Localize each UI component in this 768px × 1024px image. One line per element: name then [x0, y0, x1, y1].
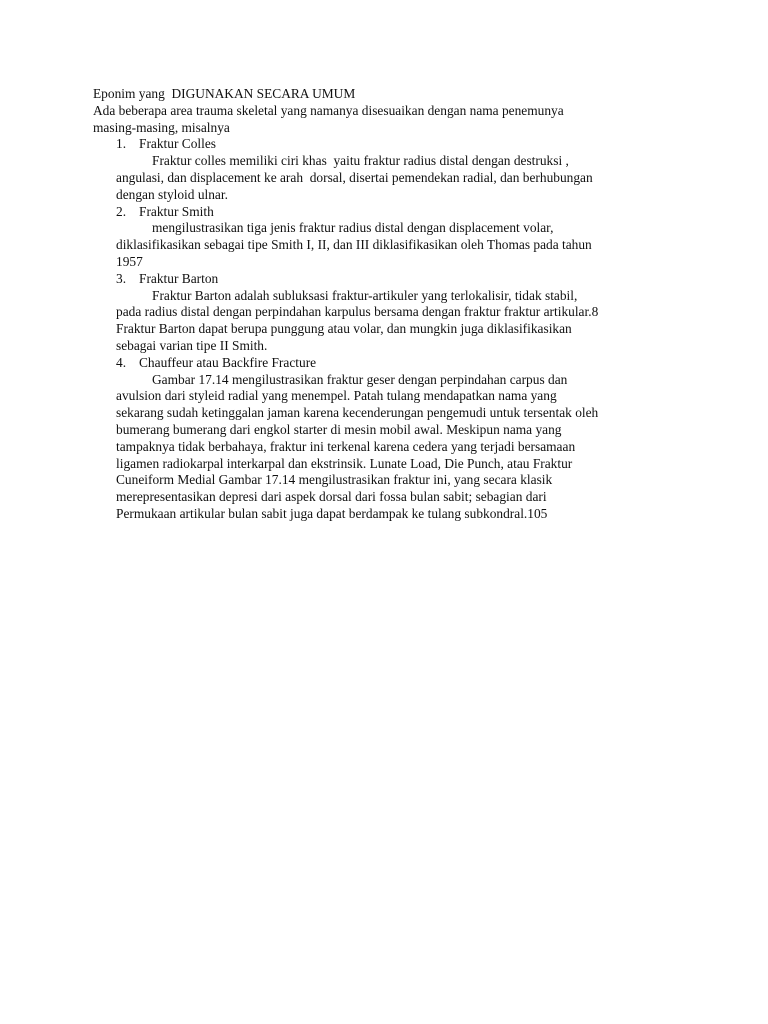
paragraph-line: dengan styloid ulnar.	[116, 186, 228, 202]
item-body	[93, 220, 693, 270]
item-heading-text: Chauffeur atau Backfire Fracture	[139, 354, 317, 370]
item-body	[93, 372, 693, 523]
item-body	[93, 288, 693, 355]
item-heading-text: Fraktur Smith	[139, 203, 214, 219]
paragraph-line: diklasifikasikan sebagai tipe Smith I, II, dan III diklasifikasikan oleh Thomas pada tahun	[116, 237, 592, 253]
paragraph-line: merepresentasikan depresi dari aspek dorsal dari fossa bulan sabit; sebagian dari	[116, 489, 547, 505]
paragraph-line: Fraktur Barton adalah subluksasi fraktur-artikuler yang terlokalisir, tidak stabil,	[152, 287, 578, 303]
item-number: 4.	[116, 354, 127, 370]
item-heading	[93, 271, 693, 288]
paragraph-line: sekarang sudah ketinggalan jaman karena kecenderungan pengemudi untuk tersentak oleh	[116, 405, 599, 421]
intro-line: Ada beberapa area trauma skeletal yang namanya disesuaikan dengan nama penemunya	[93, 102, 564, 118]
list-item-fraktur-barton	[93, 271, 693, 355]
list-item-fraktur-colles	[93, 136, 693, 203]
paragraph-line: 1957	[116, 253, 143, 269]
paragraph-line: tampaknya tidak berbahaya, fraktur ini terkenal karena cedera yang terjadi bersamaan	[116, 438, 576, 454]
paragraph-line: sebagai varian tipe II Smith.	[116, 337, 268, 353]
item-heading	[93, 355, 693, 372]
list-item-fraktur-smith	[93, 204, 693, 271]
item-body	[93, 153, 693, 203]
item-number: 3.	[116, 270, 127, 286]
item-heading-text: Fraktur Barton	[139, 270, 219, 286]
paragraph-line: Permukaan artikular bulan sabit juga dapat berdampak ke tulang subkondral.105	[116, 505, 548, 521]
paragraph-line: avulsion dari styleid radial yang menempel. Patah tulang mendapatkan nama yang	[116, 388, 557, 404]
item-heading-text: Fraktur Colles	[139, 136, 216, 152]
document-title: Eponim yang DIGUNAKAN SECARA UMUM	[93, 86, 356, 101]
paragraph-line: Fraktur colles memiliki ciri khas yaitu fraktur radius distal dengan destruksi ,	[152, 153, 569, 169]
intro-line: masing-masing, misalnya	[93, 119, 230, 135]
paragraph-line: bumerang bumerang dari engkol starter di mesin mobil awal. Meskipun nama yang	[116, 421, 562, 437]
item-heading	[93, 204, 693, 221]
list-item-chauffeur-fracture	[93, 355, 693, 523]
item-number: 2.	[116, 203, 127, 219]
document-page	[93, 86, 693, 523]
paragraph-line: Cuneiform Medial Gambar 17.14 mengilustrasikan fraktur ini, yang secara klasik	[116, 472, 553, 488]
paragraph-line: Fraktur Barton dapat berupa punggung atau volar, dan mungkin juga diklasifikasikan	[116, 321, 572, 337]
paragraph-line: mengilustrasikan tiga jenis fraktur radius distal dengan displacement volar,	[152, 220, 554, 236]
paragraph-line: pada radius distal dengan perpindahan karpulus bersama dengan fraktur fraktur artikular.8	[116, 304, 599, 320]
paragraph-line: Gambar 17.14 mengilustrasikan fraktur geser dengan perpindahan carpus dan	[152, 371, 568, 387]
paragraph-line: ligamen radiokarpal interkarpal dan ekstrinsik. Lunate Load, Die Punch, atau Fraktur	[116, 455, 573, 471]
paragraph-line: angulasi, dan displacement ke arah dorsal, disertai pemendekan radial, dan berhubungan	[116, 169, 593, 185]
item-number: 1.	[116, 136, 127, 152]
item-heading	[93, 136, 693, 153]
